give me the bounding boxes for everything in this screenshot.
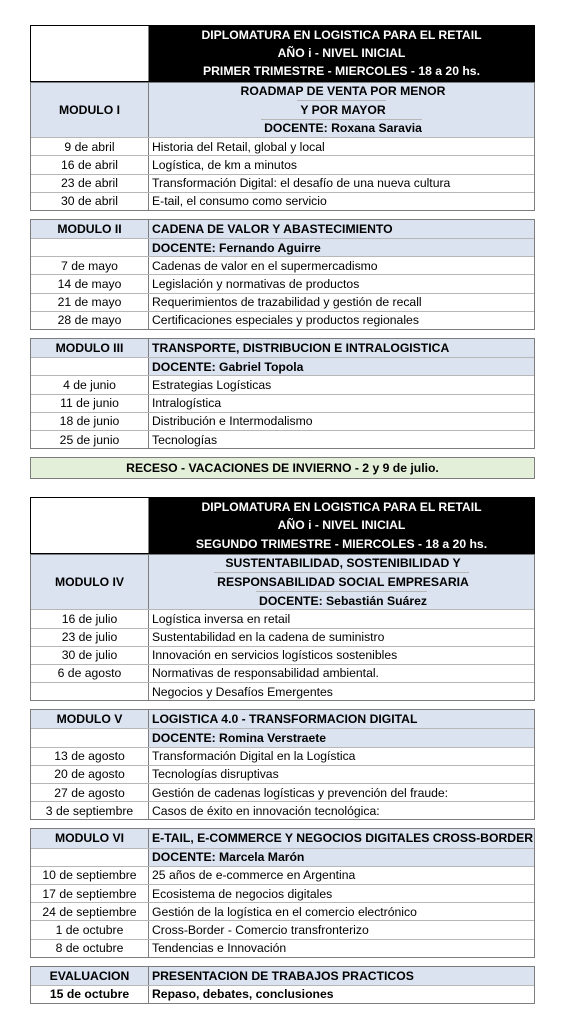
module-docente: DOCENTE: Fernando Aguirre	[149, 239, 534, 256]
session-topic: Transformación Digital: el desafío de una nueva cultura	[152, 176, 451, 191]
header-second-trimester	[30, 497, 535, 554]
session-date: 23 de julio	[31, 629, 149, 646]
module-docente: DOCENTE: Gabriel Topola	[149, 358, 534, 375]
session-topic: Tecnologías	[152, 432, 218, 447]
module-title-line2: RESPONSABILIDAD SOCIAL EMPRESARIA	[217, 575, 469, 590]
session-topic: Distribución e Intermodalismo	[152, 414, 313, 429]
module-title: TRANSPORTE, DISTRIBUCION E INTRALOGISTICA	[149, 339, 534, 357]
session-date: 1 de octubre	[31, 921, 149, 938]
session-date: 8 de octubre	[31, 940, 149, 957]
evaluation-label: EVALUACION	[31, 967, 149, 985]
session-date: 27 de agosto	[31, 784, 149, 801]
session-topic: Logística inversa en retail	[152, 611, 291, 626]
module-label: MODULO V	[31, 710, 149, 728]
evaluation-block	[30, 966, 535, 1004]
session-date: 13 de agosto	[31, 748, 149, 765]
session-date: 6 de agosto	[31, 665, 149, 682]
module-6-block	[30, 828, 535, 957]
module-title: E-TAIL, E-COMMERCE Y NEGOCIOS DIGITALES CROSS-BORDER	[149, 829, 534, 847]
recess-banner: RECESO - VACACIONES DE INVIERNO - 2 y 9 de julio.	[30, 457, 535, 479]
header-year: AÑO i - NIVEL INICIAL	[149, 44, 534, 62]
session-topic: Tecnologías disruptivas	[152, 767, 279, 782]
module-title: LOGISTICA 4.0 - TRANSFORMACION DIGITAL	[149, 710, 534, 728]
session-topic: Normativas de responsabilidad ambiental.	[152, 666, 379, 681]
session-topic: Gestión de la logística en el comercio electrónico	[152, 904, 417, 919]
evaluation-date: 15 de octubre	[31, 986, 149, 1003]
session-date: 3 de septiembre	[31, 802, 149, 819]
session-date: 18 de junio	[31, 413, 149, 430]
session-topic: Negocios y Desafíos Emergentes	[152, 684, 333, 699]
session-topic: Cross-Border - Comercio transfronterizo	[152, 922, 369, 937]
module-docente: DOCENTE: Romina Verstraete	[149, 729, 534, 746]
session-date: 30 de julio	[31, 647, 149, 664]
session-topic: Logística, de km a minutos	[152, 157, 297, 172]
evaluation-title: PRESENTACION DE TRABAJOS PRACTICOS	[149, 967, 534, 985]
module-4-block	[30, 554, 535, 702]
session-topic: Historia del Retail, global y local	[152, 139, 325, 154]
schedule-sheet	[30, 25, 535, 1012]
session-topic: Innovación en servicios logísticos sostenibles	[152, 648, 398, 663]
session-topic: Estrategias Logísticas	[152, 378, 272, 392]
session-topic: Tendencias e Innovación	[152, 941, 287, 956]
module-docente: DOCENTE: Sebastián Suárez	[259, 593, 427, 608]
session-date: 4 de junio	[31, 376, 149, 393]
evaluation-detail: Repaso, debates, conclusiones	[152, 987, 334, 1002]
module-docente: DOCENTE: Marcela Marón	[149, 849, 534, 866]
header-trimester: PRIMER TRIMESTRE - MIERCOLES - 18 a 20 hs.	[149, 62, 534, 80]
session-date: 23 de abril	[31, 175, 149, 192]
module-label: MODULO IV	[31, 555, 149, 610]
module-docente: DOCENTE: Roxana Saravia	[264, 121, 422, 136]
session-topic: Casos de éxito en innovación tecnológica:	[152, 803, 380, 818]
session-date: 14 de mayo	[31, 275, 149, 292]
module-title-line1: SUSTENTABILIDAD, SOSTENIBILIDAD Y	[225, 556, 461, 571]
session-date	[31, 683, 149, 700]
header-first-trimester	[30, 25, 535, 82]
session-topic: Transformación Digital en la Logística	[152, 749, 356, 764]
session-topic: Intralogística	[152, 396, 222, 411]
session-topic: Ecosistema de negocios digitales	[152, 886, 333, 901]
header-trimester: SEGUNDO TRIMESTRE - MIERCOLES - 18 a 20 hs.	[149, 535, 534, 553]
session-topic: 25 años de e-commerce en Argentina	[152, 868, 356, 883]
session-topic: Gestión de cadenas logísticas y prevención del fraude:	[152, 785, 449, 800]
session-topic: Cadenas de valor en el supermercadismo	[152, 258, 378, 273]
session-date: 11 de junio	[31, 395, 149, 412]
module-1-block	[30, 82, 535, 211]
session-topic: Requerimientos de trazabilidad y gestión de recall	[152, 295, 422, 310]
module-label: MODULO II	[31, 220, 149, 238]
session-date: 10 de septiembre	[31, 867, 149, 884]
session-topic: Sustentabilidad en la cadena de suministro	[152, 630, 385, 645]
session-date: 9 de abril	[31, 138, 149, 155]
session-date: 24 de septiembre	[31, 903, 149, 920]
module-title-line1: ROADMAP DE VENTA POR MENOR	[240, 84, 446, 99]
module-label: MODULO VI	[31, 829, 149, 847]
module-title-line2: Y POR MAYOR	[300, 102, 386, 117]
session-date: 16 de abril	[31, 156, 149, 173]
session-topic: Certificaciones especiales y productos regionales	[152, 313, 419, 328]
session-topic: E-tail, el consumo como servicio	[152, 194, 327, 209]
module-title: CADENA DE VALOR Y ABASTECIMIENTO	[149, 220, 534, 238]
module-label: MODULO I	[31, 83, 149, 138]
session-date: 25 de junio	[31, 431, 149, 448]
header-year: AÑO i - NIVEL INICIAL	[149, 516, 534, 534]
module-label: MODULO III	[31, 339, 149, 357]
session-date: 20 de agosto	[31, 766, 149, 783]
session-date: 17 de septiembre	[31, 885, 149, 902]
session-date: 16 de julio	[31, 610, 149, 627]
session-date: 30 de abril	[31, 193, 149, 210]
header-title: DIPLOMATURA EN LOGISTICA PARA EL RETAIL	[149, 26, 534, 44]
session-date: 21 de mayo	[31, 294, 149, 311]
session-date: 28 de mayo	[31, 312, 149, 329]
module-3-block	[30, 338, 535, 449]
module-5-block	[30, 709, 535, 820]
header-title: DIPLOMATURA EN LOGISTICA PARA EL RETAIL	[149, 498, 534, 516]
session-date: 7 de mayo	[31, 257, 149, 274]
module-2-block	[30, 219, 535, 330]
session-topic: Legislación y normativas de productos	[152, 277, 360, 292]
